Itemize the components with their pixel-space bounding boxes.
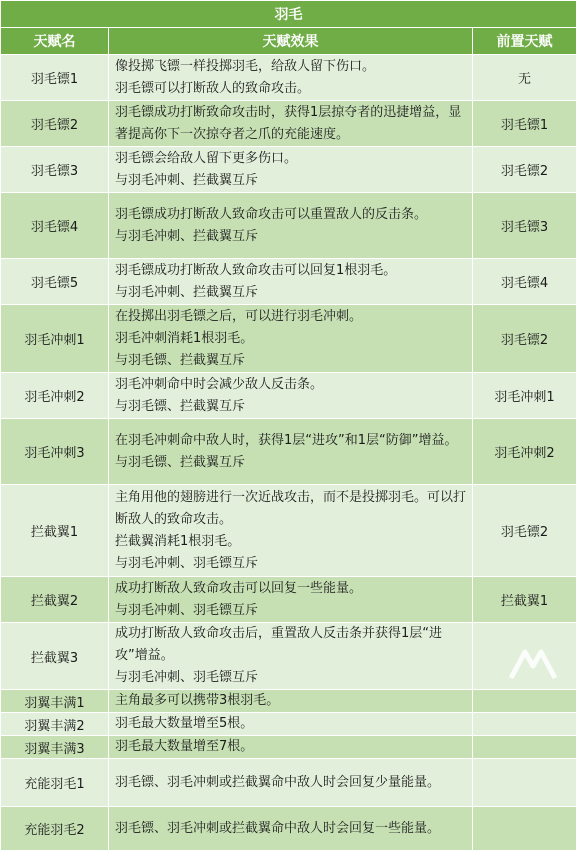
table-row — [1, 623, 577, 690]
effect-line: 羽毛镖、羽毛冲刺或拦截翼命中敌人时会回复少量能量。 — [115, 774, 441, 790]
effect-line: 与羽毛镖、拦截翼互斥 — [115, 352, 246, 368]
effect-line: 羽毛镖成功打断敌人致命攻击可以重置敌人的反击条。 — [115, 206, 428, 222]
talent-name: 羽毛镖4 — [1, 193, 109, 259]
talent-effect — [109, 101, 473, 147]
header-talent-effect: 天赋效果 — [109, 28, 473, 55]
talent-effect — [109, 305, 473, 373]
talent-effect — [109, 419, 473, 485]
talent-prerequisite — [472, 759, 576, 807]
talent-name: 羽毛冲刺3 — [1, 419, 109, 485]
effect-line: 羽毛冲刺消耗1根羽毛。 — [115, 330, 254, 346]
talent-effect — [109, 807, 473, 851]
talent-name: 羽翼丰满1 — [1, 690, 109, 713]
talent-name: 羽翼丰满3 — [1, 736, 109, 759]
table-row — [1, 259, 577, 305]
talent-prerequisite — [472, 690, 576, 713]
table-row — [1, 193, 577, 259]
talent-name: 充能羽毛1 — [1, 759, 109, 807]
talent-prerequisite: 羽毛镖2 — [472, 305, 576, 373]
table-row — [1, 736, 577, 759]
talent-effect — [109, 373, 473, 419]
talent-effect — [109, 690, 473, 713]
table-row — [1, 577, 577, 623]
effect-line: 羽毛冲刺命中时会减少敌人反击条。 — [115, 376, 324, 392]
talent-prerequisite: 拦截翼1 — [472, 577, 576, 623]
header-talent-name: 天赋名 — [1, 28, 109, 55]
talent-prerequisite: 羽毛镖4 — [472, 259, 576, 305]
talent-prerequisite: 羽毛镖1 — [472, 101, 576, 147]
table-row — [1, 419, 577, 485]
table-row — [1, 759, 577, 807]
talent-effect — [109, 577, 473, 623]
header-prerequisite: 前置天赋 — [472, 28, 576, 55]
table-row — [1, 147, 577, 193]
effect-line: 与羽毛冲刺、拦截翼互斥 — [115, 172, 259, 188]
talent-effect — [109, 485, 473, 577]
effect-line: 成功打断敌人致命攻击后，重置敌人反击条并获得1层“进攻”增益。 — [115, 626, 443, 663]
effect-line: 与羽毛镖、拦截翼互斥 — [115, 454, 246, 470]
effect-line: 与羽毛冲刺、羽毛镖互斥 — [115, 670, 259, 685]
effect-line: 羽毛镖会给敌人留下更多伤口。 — [115, 150, 298, 166]
effect-line: 与羽毛冲刺、羽毛镖互斥 — [115, 602, 259, 618]
effect-line: 与羽毛冲刺、羽毛镖互斥 — [115, 555, 259, 571]
talent-name: 拦截翼3 — [1, 623, 109, 690]
talent-name: 羽毛镖1 — [1, 55, 109, 101]
talent-prerequisite — [472, 623, 576, 690]
talent-prerequisite — [472, 713, 576, 736]
table-row — [1, 807, 577, 851]
table-row — [1, 713, 577, 736]
effect-line: 主角最多可以携带3根羽毛。 — [115, 693, 280, 708]
effect-line: 在投掷出羽毛镖之后，可以进行羽毛冲刺。 — [115, 308, 363, 324]
effect-line: 主角用他的翅膀进行一次近战攻击，而不是投掷羽毛。可以打断敌人的致命攻击。 — [115, 489, 467, 527]
talent-name: 羽毛冲刺2 — [1, 373, 109, 419]
effect-line: 羽毛最大数量增至7根。 — [115, 739, 254, 754]
talent-name: 充能羽毛2 — [1, 807, 109, 851]
table-row — [1, 690, 577, 713]
table-row — [1, 373, 577, 419]
table-row — [1, 305, 577, 373]
table-title-row — [1, 1, 577, 28]
table-row — [1, 485, 577, 577]
effect-line: 羽毛镖成功打断敌人致命攻击可以回复1根羽毛。 — [115, 262, 397, 278]
talent-prerequisite — [472, 807, 576, 851]
talent-effect — [109, 259, 473, 305]
talent-effect — [109, 759, 473, 807]
table-header-row — [1, 28, 577, 55]
talent-prerequisite — [472, 736, 576, 759]
talent-name: 羽毛冲刺1 — [1, 305, 109, 373]
effect-line: 拦截翼消耗1根羽毛。 — [115, 533, 241, 549]
talent-prerequisite: 羽毛镖2 — [472, 147, 576, 193]
talent-name: 羽翼丰满2 — [1, 713, 109, 736]
table-title: 羽毛 — [1, 1, 577, 28]
effect-line: 羽毛镖可以打断敌人的致命攻击。 — [115, 80, 311, 96]
effect-line: 与羽毛镖、拦截翼互斥 — [115, 398, 246, 414]
talent-effect — [109, 193, 473, 259]
talent-name: 拦截翼1 — [1, 485, 109, 577]
talent-prerequisite: 羽毛冲刺2 — [472, 419, 576, 485]
talent-name: 羽毛镖3 — [1, 147, 109, 193]
talent-name: 羽毛镖5 — [1, 259, 109, 305]
table-row — [1, 101, 577, 147]
talent-prerequisite: 羽毛镖3 — [472, 193, 576, 259]
effect-line: 像投掷飞镖一样投掷羽毛，给敌人留下伤口。 — [115, 58, 376, 74]
table-row — [1, 55, 577, 101]
talent-effect — [109, 736, 473, 759]
effect-line: 羽毛最大数量增至5根。 — [115, 716, 254, 731]
effect-line: 在羽毛冲刺命中敌人时，获得1层“进攻”和1层“防御”增益。 — [115, 432, 458, 448]
talent-prerequisite: 羽毛冲刺1 — [472, 373, 576, 419]
effect-line: 羽毛镖、羽毛冲刺或拦截翼命中敌人时会回复一些能量。 — [115, 820, 441, 836]
effect-line: 与羽毛冲刺、拦截翼互斥 — [115, 284, 259, 300]
effect-line: 成功打断敌人致命攻击可以回复一些能量。 — [115, 580, 363, 596]
talent-name: 羽毛镖2 — [1, 101, 109, 147]
talent-prerequisite: 羽毛镖2 — [472, 485, 576, 577]
effect-line: 羽毛镖成功打断致命攻击时，获得1层掠夺者的迅捷增益，显著提高你下一次掠夺者之爪的充能速度。 — [115, 104, 462, 142]
talent-effect — [109, 713, 473, 736]
talent-effect — [109, 55, 473, 101]
talent-effect — [109, 147, 473, 193]
talent-effect — [109, 623, 473, 690]
talent-prerequisite: 无 — [472, 55, 576, 101]
talent-name: 拦截翼2 — [1, 577, 109, 623]
effect-line: 与羽毛冲刺、拦截翼互斥 — [115, 228, 259, 244]
